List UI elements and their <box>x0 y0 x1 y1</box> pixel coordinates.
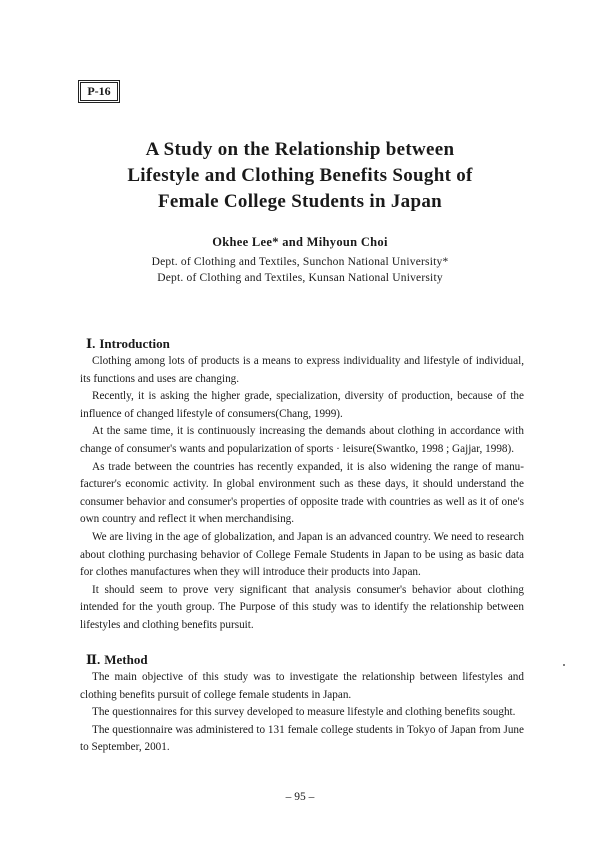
section-body-method <box>80 669 524 757</box>
section-body-introduction <box>80 353 524 635</box>
section-heading-method <box>86 652 148 668</box>
section-title: Introduction <box>99 336 170 351</box>
affiliation: Dept. of Clothing and Textiles, Kunsan National University <box>157 272 443 284</box>
paragraph: The main objective of this study was to investigate the relationship between lifestyles and clothing benefits pursuit of college female students in Japan. <box>80 671 524 701</box>
paragraph: Clothing among lots of products is a means to express individuality and lifestyle of individual, its functions and uses are changing. <box>80 355 524 385</box>
paragraph: As trade between the countries has recently expanded, it is also widening the range of manu-facturer's economic activity. In global environment such as these days, it should understand the consumer behavior and consumer's properties of opposite trade with countries as well as it of one's own country and reflect it when merchandising. <box>80 460 524 526</box>
paragraph: The questionnaires for this survey developed to measure lifestyle and clothing benefits sought. <box>92 706 516 719</box>
paragraph: At the same time, it is continuously increasing the demands about clothing in accordance with change of consumer's wants and popularization of sports · leisure(Swantko, 1998 ; Gajjar, 1998). <box>80 425 524 455</box>
title-line: Female College Students in Japan <box>157 191 443 212</box>
title-line: A Study on the Relationship between <box>145 139 455 160</box>
title-line: Lifestyle and Clothing Benefits Sought of <box>127 165 473 186</box>
authors: Okhee Lee* and Mihyoun Choi <box>212 235 388 249</box>
page-number: – 95 – <box>285 791 315 803</box>
section-title: Method <box>104 652 148 667</box>
paragraph: Recently, it is asking the higher grade, specialization, diversity of production, because of the influence of changed lifestyle of consumers(Chang, 1999). <box>80 390 524 420</box>
scan-speck <box>563 664 565 666</box>
paragraph: We are living in the age of globalization, and Japan is an advanced country. We need to research about clothing purchasing behavior of College Female Students in Japan to be using as basic data for clothes manufactures when they will introduce their products into Japan. <box>80 530 524 579</box>
paper-id-box: P-16 <box>80 82 118 101</box>
affiliation: Dept. of Clothing and Textiles, Sunchon National University* <box>151 256 449 268</box>
paragraph: The questionnaire was administered to 131 female college students in Tokyo of Japan from June to September, 2001. <box>80 723 524 754</box>
section-numeral: Ⅱ. <box>86 652 101 667</box>
section-numeral: Ⅰ. <box>86 336 96 351</box>
section-heading-introduction <box>86 336 170 352</box>
paper-title <box>0 137 600 215</box>
paragraph: It should seem to prove very significant that analysis consumer's behavior about clothing intended for the youth group. The Purpose of this study was to identify the relationship between lifestyles and clothing benefits pursuit. <box>80 583 524 631</box>
